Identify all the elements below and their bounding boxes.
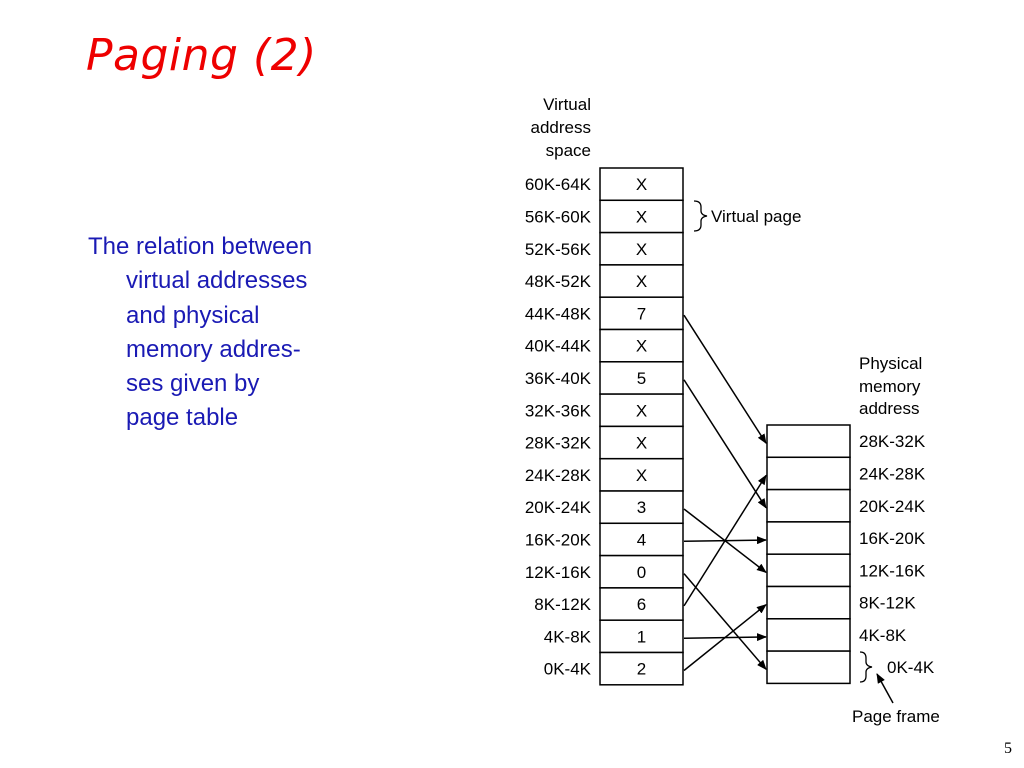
physical-range-label: 24K-28K [859,464,926,484]
virtual-page-label: Virtual page [711,207,802,226]
virtual-page-table [525,168,683,685]
virtual-header-line: space [545,141,591,160]
description-line: page table [126,404,239,432]
page-table-entry: 4 [636,530,647,550]
description-line: memory addres- [126,335,301,363]
physical-frame-table [767,425,926,683]
virtual-range-label: 20K-24K [524,498,591,518]
virtual-range-label: 40K-44K [524,336,591,356]
physical-range-label: 4K-8K [859,625,907,645]
page-number: 5 [1004,740,1012,757]
physical-frame-cell [767,425,850,457]
virtual-range-label: 48K-52K [524,272,591,292]
mapping-arrows [684,315,766,670]
slide-title: Paging (2) [86,30,317,81]
page-table-entry: X [635,465,648,485]
page-frame-label: Page frame [852,707,940,726]
mapping-arrow [684,380,766,508]
physical-frame-cell [767,457,850,489]
virtual-range-label: 60K-64K [524,175,591,195]
physical-frame-cell [767,490,850,522]
page-table-entry: X [635,175,648,195]
page-table-entry: 1 [636,627,647,647]
physical-frame-cell [767,587,850,619]
page-table-entry: X [635,239,648,259]
virtual-range-label: 4K-8K [543,627,591,647]
description-line: virtual addresses [126,267,308,295]
virtual-range-label: 24K-28K [524,465,591,485]
physical-range-label: 8K-12K [859,593,916,613]
virtual-range-label: 44K-48K [524,304,591,324]
description-line: ses given by [126,370,260,398]
page-table-entry: X [635,207,648,227]
page-table-entry: 5 [636,368,647,388]
physical-range-label: 16K-20K [859,529,926,549]
page-frame-range-label: 0K-4K [887,658,935,677]
page-table-entry: 3 [636,498,647,518]
page-table-entry: X [635,272,648,292]
physical-range-label: 12K-16K [859,561,926,581]
virtual-range-label: 0K-4K [543,659,591,679]
page-frame-pointer-arrow [877,674,893,703]
mapping-arrow [684,574,766,670]
physical-frame-cell [767,554,850,586]
virtual-range-label: 36K-40K [524,368,591,388]
page-table-entry: 0 [636,562,647,582]
virtual-range-label: 8K-12K [534,595,591,615]
description-line: The relation between [88,233,313,260]
virtual-header-line: Virtual [543,95,591,114]
physical-frame-cell [767,619,850,651]
virtual-range-label: 52K-56K [524,239,591,259]
physical-frame-cell [767,522,850,554]
page-table-entry: 6 [636,595,647,615]
page-table-entry: 2 [636,659,647,679]
physical-header-line: Physical [859,354,923,373]
virtual-range-label: 16K-20K [524,530,591,550]
page-frame-brace [860,652,872,682]
page-table-entry: X [635,336,648,356]
physical-header-line: address [859,399,920,418]
mapping-arrow [684,315,766,443]
virtual-range-label: 56K-60K [524,207,591,227]
virtual-range-label: 32K-36K [524,401,591,421]
description-line: and physical [126,301,260,329]
virtual-header-line: address [530,118,591,137]
physical-header-line: memory [859,377,921,396]
physical-frame-cell [767,651,850,683]
page-table-entry: X [635,401,648,421]
physical-range-label: 20K-24K [859,496,926,516]
page-table-entry: 7 [636,304,647,324]
page-table-entry: X [635,433,648,453]
virtual-range-label: 28K-32K [524,433,591,453]
physical-range-label: 28K-32K [859,432,926,452]
virtual-page-brace [694,201,707,231]
virtual-range-label: 12K-16K [524,562,591,582]
